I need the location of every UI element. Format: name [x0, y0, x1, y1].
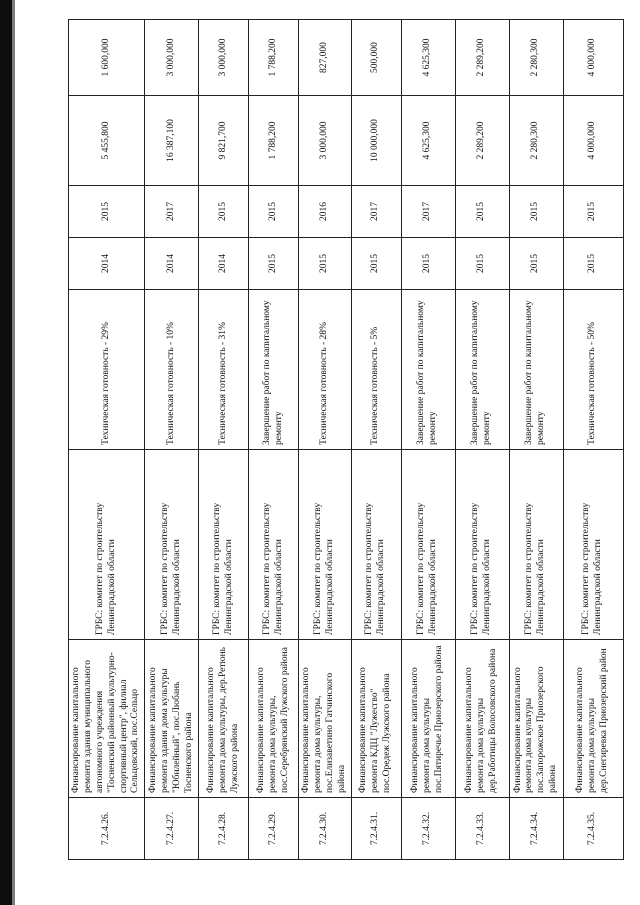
- end-year-cell: 2015: [509, 186, 563, 238]
- total-cost-cell: 4 000,000: [563, 96, 623, 186]
- annual-amount-cell: 3 000,000: [145, 20, 199, 96]
- total-cost-cell: 3 000,000: [299, 96, 352, 186]
- start-year-cell: 2015: [563, 238, 623, 290]
- expected-result-cell: Завершение работ по капитальному ремонту: [509, 290, 563, 450]
- table-row: [199, 20, 249, 860]
- grbs-responsible-cell: ГРБС: комитет по строительству Ленинградской области: [401, 450, 455, 640]
- row-code-cell: 7.2.4.34.: [509, 798, 563, 860]
- expected-result-cell: Техническая готовность - 5%: [351, 290, 401, 450]
- table-row: [455, 20, 509, 860]
- total-cost-cell: 9 821,700: [199, 96, 249, 186]
- end-year-cell: 2017: [351, 186, 401, 238]
- project-name-cell: Финансирование капитального ремонта дома культуры, пос.Елизаветино Гатчинского района: [299, 640, 352, 798]
- project-name-cell: Финансирование капитального ремонта дома культуры дер.Работицы Волосовского района: [455, 640, 509, 798]
- table-row: [401, 20, 455, 860]
- table-row: [351, 20, 401, 860]
- expected-result-cell: Техническая готовность - 31%: [199, 290, 249, 450]
- end-year-cell: 2015: [199, 186, 249, 238]
- annual-amount-cell: 4 000,000: [563, 20, 623, 96]
- row-code-cell: 7.2.4.26.: [69, 798, 145, 860]
- annual-amount-cell: 827,000: [299, 20, 352, 96]
- row-code-cell: 7.2.4.32.: [401, 798, 455, 860]
- row-code-cell: 7.2.4.33.: [455, 798, 509, 860]
- row-code-cell: 7.2.4.30.: [299, 798, 352, 860]
- project-name-cell: Финансирование капитального ремонта здания муниципального автономного учреждения "Тосненский районный культурно-спортивный центр", филиал Сельцовский, пос.Сельцо: [69, 640, 145, 798]
- grbs-responsible-cell: ГРБС: комитет по строительству Ленинградской области: [69, 450, 145, 640]
- start-year-cell: 2015: [249, 238, 299, 290]
- start-year-cell: 2015: [509, 238, 563, 290]
- end-year-cell: 2016: [299, 186, 352, 238]
- start-year-cell: 2014: [69, 238, 145, 290]
- table-row: [145, 20, 199, 860]
- total-cost-cell: 10 000,000: [351, 96, 401, 186]
- total-cost-cell: 2 289,200: [455, 96, 509, 186]
- start-year-cell: 2015: [351, 238, 401, 290]
- total-cost-cell: 16 387,100: [145, 96, 199, 186]
- annual-amount-cell: 2 289,200: [455, 20, 509, 96]
- start-year-cell: 2014: [145, 238, 199, 290]
- total-cost-cell: 2 280,300: [509, 96, 563, 186]
- total-cost-cell: 4 625,300: [401, 96, 455, 186]
- expected-result-cell: Техническая готовность - 29%: [69, 290, 145, 450]
- expected-result-cell: Завершение работ по капитальному ремонту: [401, 290, 455, 450]
- annual-amount-cell: 500,000: [351, 20, 401, 96]
- row-code-cell: 7.2.4.35.: [563, 798, 623, 860]
- grbs-responsible-cell: ГРБС: комитет по строительству Ленинградской области: [145, 450, 199, 640]
- project-name-cell: Финансирование капитального ремонта дома культуры, пос.Серебрянский Лужского района: [249, 640, 299, 798]
- project-name-cell: Финансирование капитального ремонта дома культуры дер.Снегиревка Приозерский район: [563, 640, 623, 798]
- expected-result-cell: Техническая готовность - 28%: [299, 290, 352, 450]
- project-name-cell: Финансирование капитального ремонта дома культуры, дер.Ретюнь Лужского района: [199, 640, 249, 798]
- expected-result-cell: Завершение работ по капитальному ремонту: [249, 290, 299, 450]
- total-cost-cell: 5 455,800: [69, 96, 145, 186]
- expected-result-cell: Техническая готовность - 10%: [145, 290, 199, 450]
- scan-edge-shadow: [12, 0, 15, 905]
- grbs-responsible-cell: ГРБС: комитет по строительству Ленинградской области: [199, 450, 249, 640]
- end-year-cell: 2017: [401, 186, 455, 238]
- end-year-cell: 2015: [249, 186, 299, 238]
- end-year-cell: 2015: [455, 186, 509, 238]
- expected-result-cell: Техническая готовность - 50%: [563, 290, 623, 450]
- start-year-cell: 2015: [299, 238, 352, 290]
- end-year-cell: 2015: [69, 186, 145, 238]
- start-year-cell: 2015: [455, 238, 509, 290]
- grbs-responsible-cell: ГРБС: комитет по строительству Ленинградской области: [563, 450, 623, 640]
- expected-result-cell: Завершение работ по капитальному ремонту: [455, 290, 509, 450]
- row-code-cell: 7.2.4.27.: [145, 798, 199, 860]
- row-code-cell: 7.2.4.28.: [199, 798, 249, 860]
- scan-edge-bar: [0, 0, 12, 905]
- financing-table: [68, 19, 624, 860]
- row-code-cell: 7.2.4.29.: [249, 798, 299, 860]
- annual-amount-cell: 4 625,300: [401, 20, 455, 96]
- rotated-table-container: [68, 20, 608, 860]
- grbs-responsible-cell: ГРБС: комитет по строительству Ленинградской области: [509, 450, 563, 640]
- row-code-cell: 7.2.4.31.: [351, 798, 401, 860]
- total-cost-cell: 1 788,200: [249, 96, 299, 186]
- table-row: [563, 20, 623, 860]
- table-body: [69, 20, 624, 860]
- project-name-cell: Финансирование капитального ремонта дома культуры пос.Пятиречье Приозерского района: [401, 640, 455, 798]
- project-name-cell: Финансирование капитального ремонта здания дома культуры "Юбилейный", пос.Любань Тосненского района: [145, 640, 199, 798]
- grbs-responsible-cell: ГРБС: комитет по строительству Ленинградской области: [455, 450, 509, 640]
- annual-amount-cell: 2 280,300: [509, 20, 563, 96]
- table-row: [299, 20, 352, 860]
- end-year-cell: 2015: [563, 186, 623, 238]
- table-row: [69, 20, 145, 860]
- annual-amount-cell: 3 000,000: [199, 20, 249, 96]
- table-row: [249, 20, 299, 860]
- start-year-cell: 2015: [401, 238, 455, 290]
- grbs-responsible-cell: ГРБС: комитет по строительству Ленинградской области: [351, 450, 401, 640]
- grbs-responsible-cell: ГРБС: комитет по строительству Ленинградской области: [299, 450, 352, 640]
- project-name-cell: Финансирование капитального ремонта дома культуры пос.Запорожское Приозерского района: [509, 640, 563, 798]
- annual-amount-cell: 1 600,000: [69, 20, 145, 96]
- end-year-cell: 2017: [145, 186, 199, 238]
- start-year-cell: 2014: [199, 238, 249, 290]
- table-row: [509, 20, 563, 860]
- grbs-responsible-cell: ГРБС: комитет по строительству Ленинградской области: [249, 450, 299, 640]
- annual-amount-cell: 1 788,200: [249, 20, 299, 96]
- project-name-cell: Финансирование капитального ремонта КДЦ "Лужесгво" пос.Оредеж Лужского района: [351, 640, 401, 798]
